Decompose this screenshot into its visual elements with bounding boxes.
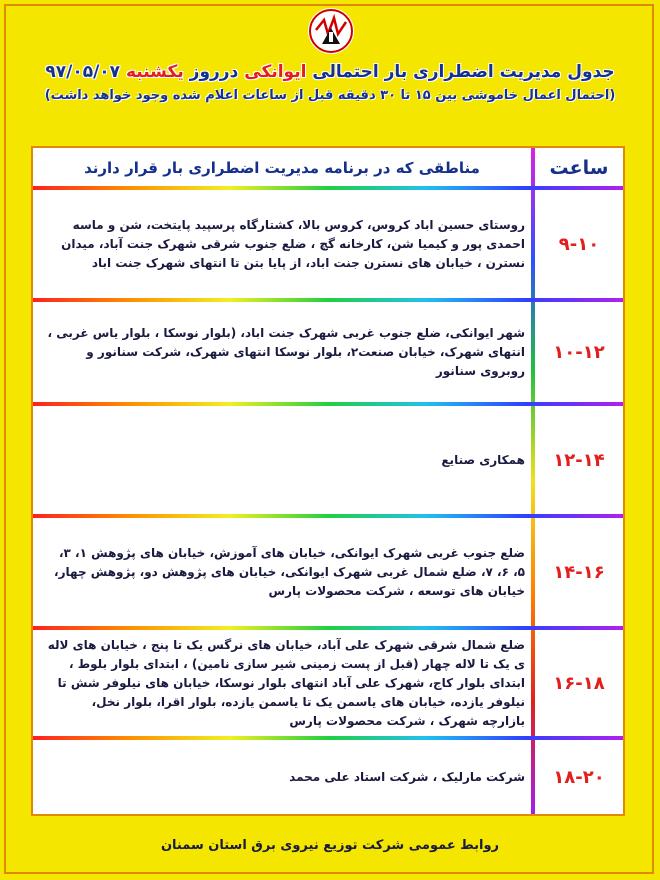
row-area: روستای حسین اباد کروس، کروس بالا، کشتارگاه پرسپید پایتخت، شن و ماسه احمدی پور و کیمیا شن، کارخانه گچ ، ضلع جنوب شرقی شهرک جنت آباد، میدان نسترن ، خیابان های نسترن جنت اباد، از پایا بتن تا انتهای شهرک جنت اباد <box>61 217 525 270</box>
footer-credit: روابط عمومی شرکت توزیع نیروی برق استان سمنان <box>160 838 500 853</box>
table-row <box>33 190 623 298</box>
row-area: همکاری صنایع <box>441 452 525 467</box>
schedule-table <box>31 146 625 816</box>
title-date: ۹۷/۰۵/۰۷ <box>45 62 121 82</box>
table-row <box>33 630 623 736</box>
table-row <box>33 518 623 626</box>
row-time: ۱۴-۱۶ <box>553 561 605 583</box>
header-area: مناطقی که در برنامه مدیریت اضطراری بار قرار دارند <box>84 159 480 177</box>
title-prefix: جدول مدیریت اضطراری بار احتمالی <box>312 62 615 82</box>
row-time: ۱۶-۱۸ <box>553 672 605 694</box>
row-area: شرکت مارلیک ، شرکت استاد علی محمد <box>289 769 525 784</box>
table-row <box>33 740 623 814</box>
table-row <box>33 406 623 514</box>
row-time: ۱۲-۱۴ <box>553 449 605 471</box>
row-time: ۱۸-۲۰ <box>553 766 605 788</box>
table-row <box>33 302 623 402</box>
title-middle: درروز <box>189 62 239 82</box>
row-area: ضلع شمال شرقی شهرک علی آباد، خیابان های نرگس یک تا پنج ، خیابان های لاله ی یک تا لاله چهار (قبل از پست زمینی شیر سازی نامین) ، ابتدای بلوار بلوط ، ابتدای بلوار کاج، شهرک علی آباد انتهای بلوار نوسکا، خیابان های نیلوفر شش تا نیلوفر یازده، خیابان های یاسمن یک تا یاسمن یازده، بلوار اقرا، بلوار نخل، بازارچه شهرک ، شرکت محصولات پارس <box>47 637 525 728</box>
page-subtitle: (احتمال اعمال خاموشی بین ۱۵ تا ۳۰ دقیقه قبل از ساعات اعلام شده وجود خواهد داشت) <box>44 88 616 103</box>
title-day: یکشنبه <box>125 62 184 82</box>
title-city: ایوانکی <box>244 62 307 82</box>
header-time: ساعت <box>549 157 609 179</box>
row-time: ۱۰-۱۲ <box>553 341 605 363</box>
row-area: ضلع جنوب غربی شهرک ایوانکی، خیابان های آموزش، خیابان های پژوهش ۱، ۳، ۵، ۶، ۷، ضلع شمال غربی شهرک ایوانکی، خیابان های پژوهش دو، پژوهش چهار، خیابان های توسعه ، شرکت محصولات پارس <box>54 545 525 598</box>
row-time: ۹-۱۰ <box>558 233 600 255</box>
page-title <box>40 62 620 82</box>
row-area: شهر ایوانکی، ضلع جنوب غربی شهرک جنت اباد، (بلوار نوسکا ، بلوار یاس غربی ، انتهای شهرک، خیابان صنعت۲، بلوار نوسکا انتهای شهرک، شرکت سنانور و روبروی سنانور <box>47 325 525 378</box>
power-company-logo-icon <box>308 8 354 54</box>
